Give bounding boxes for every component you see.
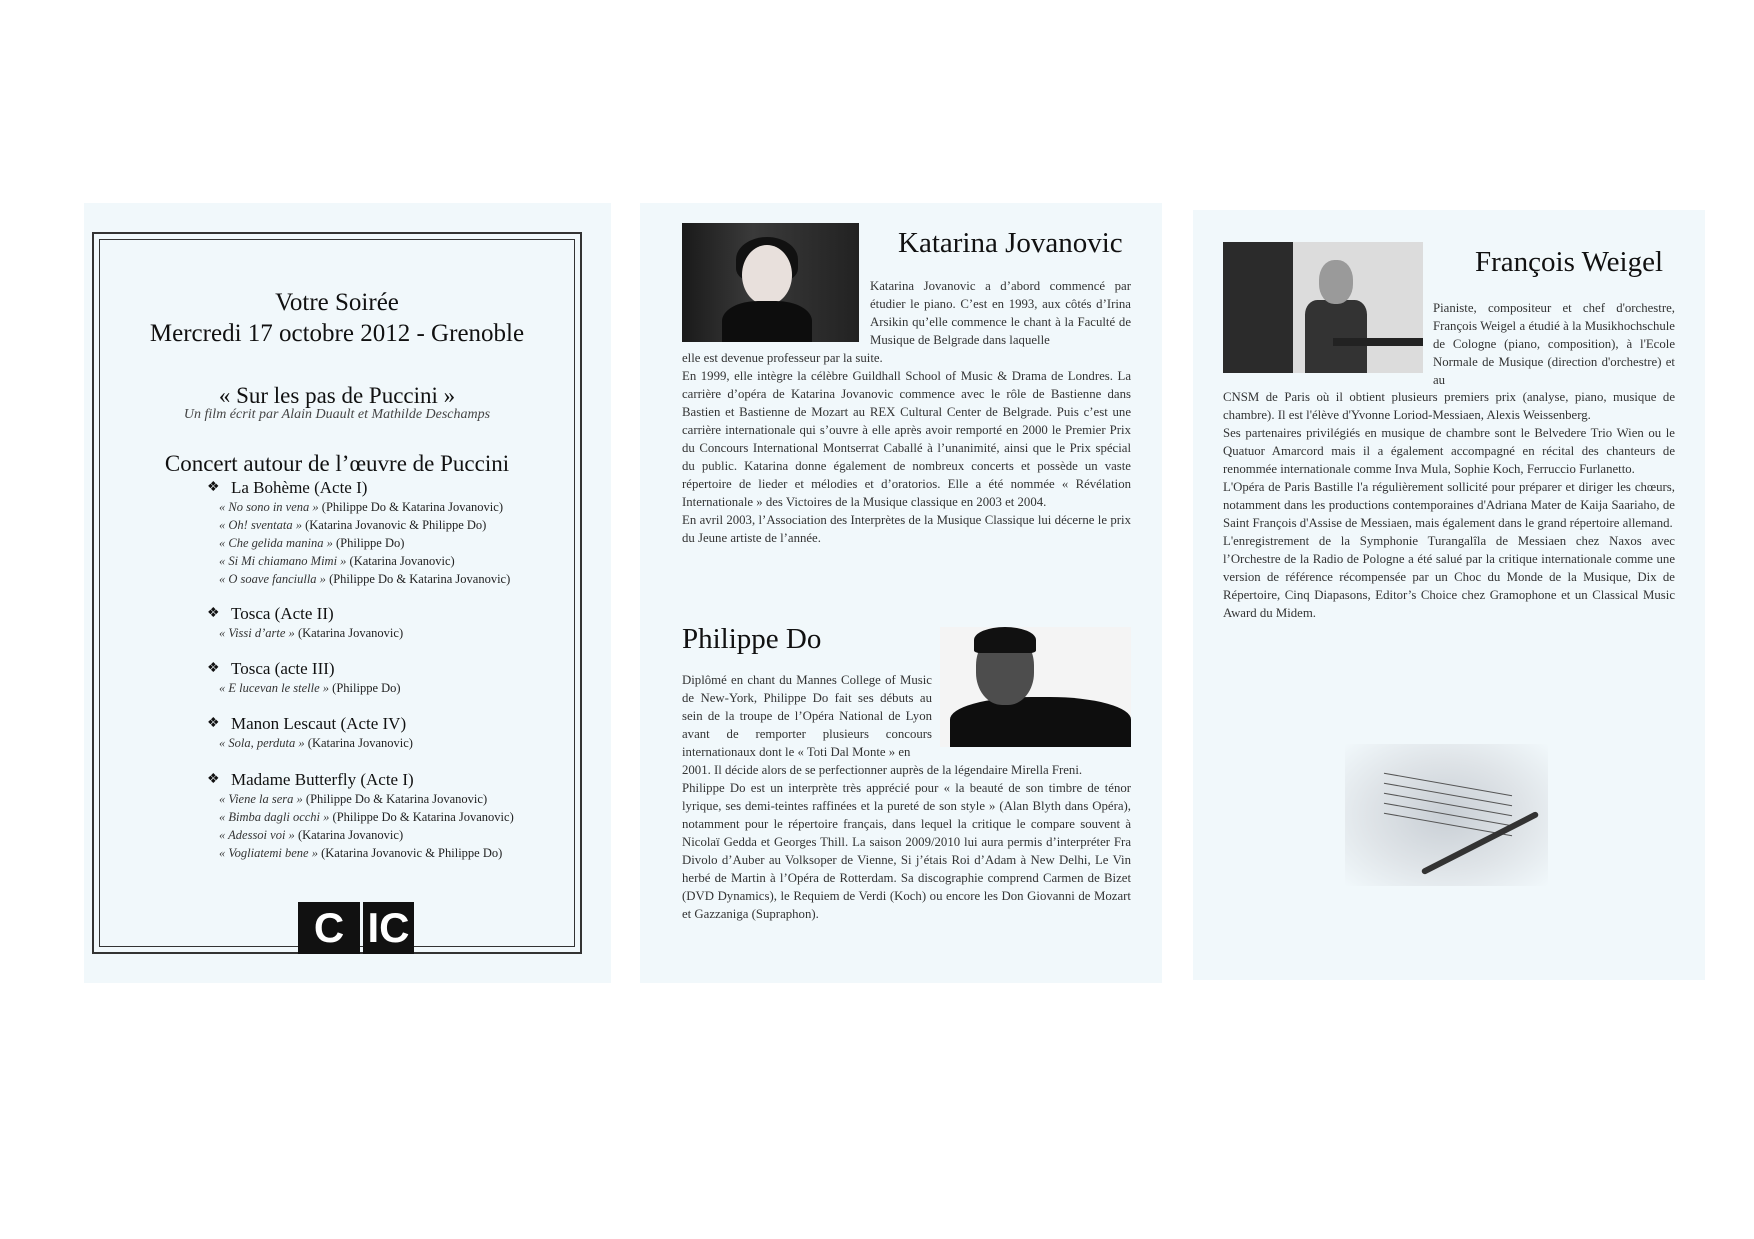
work-item bbox=[207, 659, 567, 697]
logo-right: IC bbox=[363, 902, 414, 954]
philippe-bio-intro: Diplômé en chant du Mannes College of Music de New-York, Philippe Do fait ses débuts au sein de la troupe de l’Opéra National de Lyon avant de remporter plusieurs concours internationaux dont le « Toti Dal Monte » en bbox=[682, 673, 932, 759]
diamond-dots-icon: ❖ bbox=[207, 716, 220, 731]
aria-performers: (Katarina Jovanovic) bbox=[297, 626, 404, 640]
francois-name: François Weigel bbox=[1475, 246, 1664, 278]
aria-line bbox=[207, 516, 567, 534]
bio-paragraph: 2001. Il décide alors de se perfectionner auprès de la légendaire Mirella Freni. bbox=[682, 763, 1083, 777]
cic-logo bbox=[298, 902, 414, 954]
concert-title: Concert autour de l’œuvre de Puccini bbox=[164, 451, 510, 476]
work-title: Tosca (acte III) bbox=[231, 659, 335, 678]
aria-line bbox=[207, 498, 567, 516]
aria-performers: (Philippe Do & Katarina Jovanovic) bbox=[329, 572, 511, 586]
work-title: Madame Butterfly (Acte I) bbox=[231, 770, 414, 789]
bio-paragraph: Philippe Do est un interprète très apprécié pour « la beauté de son timbre de ténor lyrique, ses demi-teintes raffinées et la pureté de son style » (Alan Blyth dans Opéra), notamment pour le répertoire français, dans lequel la critique le compare souvent à Nicolaï Gedda et Georges Thill. La saison 2009/2010 lui aura permis d’interpréter Fra Divolo d’Auber au Volksoper de Vienne, Si j’étais Roi d’Adam à New Delhi, Le Vin herbé de Martin à l’Opéra de Rotterdam. Sa discographie comprend Carmen de Bizet (DVD Dynamics), le Requiem de Verdi (Koch) ou encore les Don Giovanni de Mozart et Gazzaniga (Supraphon). bbox=[682, 781, 1131, 921]
diamond-dots-icon: ❖ bbox=[207, 772, 220, 787]
aria-line bbox=[207, 734, 567, 752]
event-date-location: Mercredi 17 octobre 2012 - Grenoble bbox=[149, 320, 525, 347]
work-heading bbox=[207, 478, 567, 498]
aria-title: « Oh! sventata » bbox=[219, 518, 302, 532]
diamond-dots-icon: ❖ bbox=[207, 606, 220, 621]
philippe-name: Philippe Do bbox=[682, 623, 822, 655]
sheet-music-image bbox=[1345, 744, 1548, 886]
work-heading bbox=[207, 770, 567, 790]
bio-paragraph: L'Opéra de Paris Bastille l'a régulièrement sollicité pour préparer et diriger les chœurs, notamment dans les productions contemporaines d'Adriana Mater de Kaija Saariaho, de Saint François d'Assise de Messiaen, mais également dans le grand répertoire allemand. bbox=[1223, 480, 1675, 530]
francois-photo bbox=[1223, 242, 1423, 373]
aria-performers: (Katarina Jovanovic & Philippe Do) bbox=[305, 518, 487, 532]
aria-title: « Viene la sera » bbox=[219, 792, 303, 806]
bio-paragraph: En avril 2003, l’Association des Interprètes de la Musique Classique lui décerne le prix du Jeune artiste de l’année. bbox=[682, 513, 1131, 545]
aria-line bbox=[207, 844, 567, 862]
aria-title: « Si Mi chiamano Mimi » bbox=[219, 554, 347, 568]
diamond-dots-icon: ❖ bbox=[207, 480, 220, 495]
aria-performers: (Katarina Jovanovic & Philippe Do) bbox=[321, 846, 503, 860]
aria-performers: (Katarina Jovanovic) bbox=[297, 828, 404, 842]
aria-title: « Sola, perduta » bbox=[219, 736, 305, 750]
work-heading bbox=[207, 604, 567, 624]
philippe-photo bbox=[940, 627, 1131, 747]
aria-performers: (Philippe Do & Katarina Jovanovic) bbox=[321, 500, 503, 514]
bio-paragraph: elle est devenue professeur par la suite. bbox=[682, 351, 883, 365]
work-item bbox=[207, 604, 567, 642]
work-item bbox=[207, 770, 567, 862]
logo-left: C bbox=[298, 902, 360, 954]
diamond-dots-icon: ❖ bbox=[207, 661, 220, 676]
work-title: Manon Lescaut (Acte IV) bbox=[231, 714, 407, 733]
aria-title: « E lucevan le stelle » bbox=[219, 681, 330, 695]
aria-line bbox=[207, 570, 567, 588]
aria-line bbox=[207, 808, 567, 826]
singers-panel bbox=[640, 203, 1162, 983]
bio-paragraph: L'enregistrement de la Symphonie Turangalîla de Messiaen chez Naxos avec l’Orchestre de la Radio de Pologne a été salué par la critique internationale comme une version de référence récompensée par un Choc du Monde de la Musique, Dix de Répertoire, Cinq Diapasons, Editor’s Choice chez Gramophone et un Classical Music Award du Midem. bbox=[1223, 534, 1675, 620]
evening-title: Votre Soirée bbox=[275, 289, 399, 316]
katarina-photo bbox=[682, 223, 859, 342]
aria-line bbox=[207, 679, 567, 697]
aria-line bbox=[207, 790, 567, 808]
pianist-panel bbox=[1193, 210, 1705, 980]
film-title: « Sur les pas de Puccini » bbox=[218, 383, 456, 408]
aria-title: « Adessoi voi » bbox=[219, 828, 295, 842]
work-title: Tosca (Acte II) bbox=[231, 604, 334, 623]
film-credit: Un film écrit par Alain Duault et Mathilde Deschamps bbox=[183, 407, 491, 422]
aria-performers: (Katarina Jovanovic) bbox=[349, 554, 455, 568]
aria-line bbox=[207, 826, 567, 844]
work-heading bbox=[207, 659, 567, 679]
aria-title: « Bimba dagli occhi » bbox=[219, 810, 330, 824]
work-title: La Bohème (Acte I) bbox=[231, 478, 368, 497]
katarina-bio-intro: Katarina Jovanovic a d’abord commencé par étudier le piano. C’est en 1993, aux côtés d’Irina Arsikin qu’elle commence le chant à la Faculté de Musique de Belgrade dans laquelle bbox=[870, 279, 1131, 347]
francois-bio-intro: Pianiste, compositeur et chef d'orchestre, François Weigel a étudié à la Musikhochschule de Cologne (piano, composition), à l'Ecole Normale de Musique (direction d'orchestre) et au bbox=[1433, 301, 1675, 387]
work-item bbox=[207, 714, 567, 752]
aria-performers: (Katarina Jovanovic) bbox=[307, 736, 413, 750]
philippe-bio bbox=[682, 761, 1131, 923]
aria-performers: (Philippe Do) bbox=[336, 536, 405, 550]
aria-performers: (Philippe Do) bbox=[332, 681, 401, 695]
aria-line bbox=[207, 552, 567, 570]
aria-title: « No sono in vena » bbox=[219, 500, 319, 514]
program-panel bbox=[84, 203, 611, 983]
katarina-name: Katarina Jovanovic bbox=[898, 227, 1123, 259]
aria-line bbox=[207, 534, 567, 552]
aria-title: « Vissi d’arte » bbox=[219, 626, 295, 640]
aria-performers: (Philippe Do & Katarina Jovanovic) bbox=[332, 810, 514, 824]
aria-title: « Che gelida manina » bbox=[219, 536, 333, 550]
francois-bio bbox=[1223, 388, 1675, 622]
work-item bbox=[207, 478, 567, 588]
aria-title: « O soave fanciulla » bbox=[219, 572, 326, 586]
program-frame bbox=[92, 232, 582, 954]
aria-performers: (Philippe Do & Katarina Jovanovic) bbox=[305, 792, 488, 806]
aria-title: « Vogliatemi bene » bbox=[219, 846, 318, 860]
work-heading bbox=[207, 714, 567, 734]
bio-paragraph: En 1999, elle intègre la célèbre Guildhall School of Music & Drama de Londres. La carrière d’opéra de Katarina Jovanovic commence avec le rôle de Bastienne dans Bastien et Bastienne de Mozart au REX Cultural Center de Belgrade. Puis c’est une carrière internationale qui s’ouvre à elle après avoir remporté en 2000 le Premier Prix du Concours International Montserrat Caballé à l’unanimité, ainsi que le Prix spécial du public. Katarina donne également de nombreux concerts et possède un vaste répertoire de lieder et mélodies et d’oratorios. Elle a été nommée « Révélation Internationale » des Victoires de la Musique classique en 2003 et 2004. bbox=[682, 369, 1131, 509]
aria-line bbox=[207, 624, 567, 642]
bio-paragraph: Ses partenaires privilégiés en musique de chambre sont le Belvedere Trio Wien ou le Quatuor Amarcord mais il a également accompagné en récital des chanteurs de renommée internationale comme Inva Mula, Sophie Koch, Ferruccio Furlanetto. bbox=[1223, 426, 1675, 476]
bio-paragraph: CNSM de Paris où il obtient plusieurs premiers prix (analyse, piano, musique de chambre). Il est l'élève d'Yvonne Loriod-Messiaen, Alexis Weissenberg. bbox=[1223, 390, 1675, 422]
katarina-bio bbox=[682, 349, 1131, 547]
